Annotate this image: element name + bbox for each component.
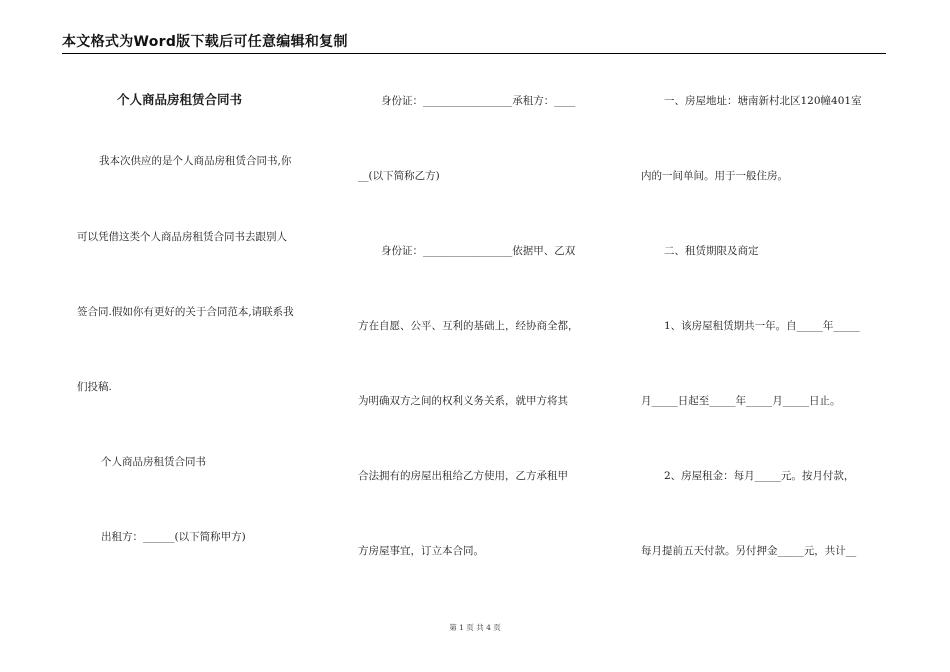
text-line: 2、房屋租金：每月_____元。按月付款， — [664, 470, 855, 482]
header-title: 本文格式为Word版下载后可任意编辑和复制 — [62, 34, 348, 50]
subtitle-line: 个人商品房租赁合同书 — [101, 456, 206, 468]
text-line: 合法拥有的房屋出租给乙方使用，乙方承租甲 — [358, 470, 568, 482]
text-line: 我本次供应的是个人商品房租赁合同书,你 — [99, 155, 292, 167]
document-title: 个人商品房租赁合同书 — [117, 92, 243, 107]
text-line: 内的一间单间。用于一般住房。 — [641, 170, 788, 182]
text-line: 身份证：_________________承租方：____ — [381, 95, 576, 107]
text-line: 们投稿. — [77, 381, 112, 393]
text-line: 月_____日起至_____年_____月_____日止。 — [641, 395, 841, 407]
lessor-line: 出租方：______(以下简称甲方) — [101, 531, 246, 543]
text-line: 每月提前五天付款。另付押金_____元，共计__ — [641, 545, 857, 557]
text-line: 二、租赁期限及商定 — [664, 245, 759, 257]
text-line: 签合同.假如你有更好的关于合同范本,请联系我 — [77, 306, 294, 318]
text-line: 可以凭借这类个人商品房租赁合同书去跟别人 — [77, 231, 287, 243]
page-number: 第 1 页 共 4 页 — [449, 623, 501, 632]
text-line: 身份证：_________________依据甲、乙双 — [381, 245, 576, 257]
text-line: 方在自愿、公平、互利的基础上，经协商全都， — [358, 320, 579, 332]
text-line: 一、房屋地址：塘南新村北区120幢401室 — [664, 95, 862, 107]
text-line: 1、该房屋租赁期共一年。自_____年_____ — [664, 320, 860, 332]
text-line: 为明确双方之间的权利义务关系，就甲方将其 — [358, 395, 568, 407]
text-line: __(以下简称乙方) — [358, 170, 440, 182]
document-header — [62, 33, 886, 54]
text-line: 方房屋事宜，订立本合同。 — [358, 545, 484, 557]
